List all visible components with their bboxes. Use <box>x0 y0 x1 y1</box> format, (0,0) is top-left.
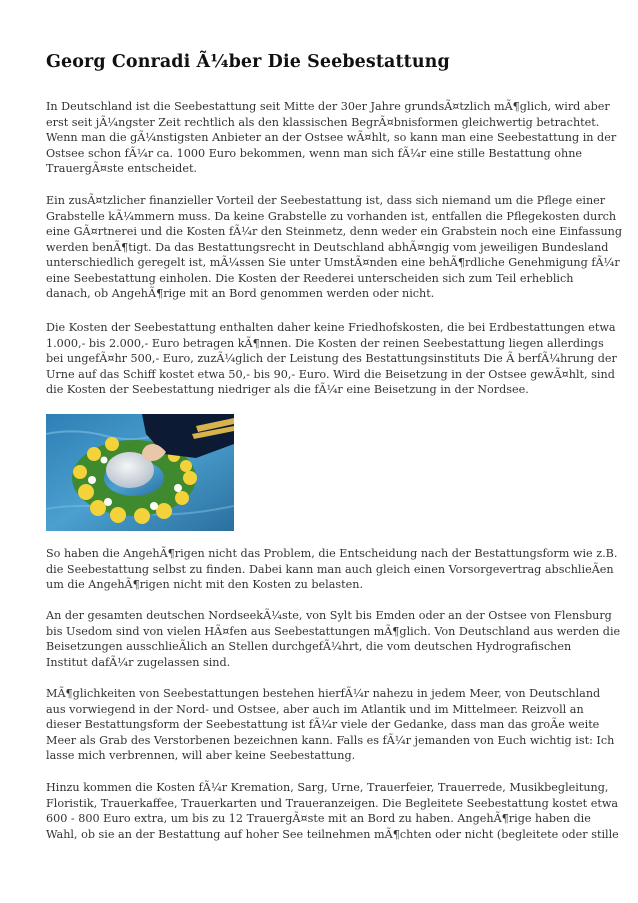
text-line: MÃ¶glichkeiten von Seebestattungen bestehen hierfÃ¼r nahezu in jedem Meer, von Deutschland <box>46 687 601 700</box>
text-line: Meer als Grab des Verstorbenen bezeichnen kann. Falls es fÃ¼r jemanden von Euch wichtig ist: Ich <box>46 733 615 747</box>
text-line: So haben die AngehÃ¶rigen nicht das Problem, die Entscheidung nach der Bestattungsform wie z.B. <box>46 547 618 560</box>
text-line: eine GÃ¤rtnerei und die Kosten fÃ¼r den Steinmetz, denn weder ein Grabstein noch eine Einfassung <box>46 225 623 238</box>
paragraph-1 <box>46 99 617 177</box>
text-line: Wahl, ob sie an der Bestattung auf hoher See teilnehmen mÃ¶chten oder nicht (begleitete oder stille <box>46 827 619 841</box>
paragraph-7 <box>46 780 619 842</box>
text-line: 1.000,- bis 2.000,- Euro betragen kÃ¶nnen. Die Kosten der reinen Seebestattung liegen allerdings <box>46 336 604 350</box>
text-line: Die Kosten der Seebestattung enthalten daher keine Friedhofskosten, die bei Erdbestattungen etwa <box>46 321 616 334</box>
text-line: Hinzu kommen die Kosten fÃ¼r Kremation, Sarg, Urne, Trauerfeier, Trauerrede, Musikbegleitung, <box>46 781 609 794</box>
text-line: Floristik, Trauerkaffee, Trauerkarten und Traueranzeigen. Die Begleitete Seebestattung kostet etwa <box>46 796 619 810</box>
paragraph-5 <box>46 608 621 670</box>
text-line: danach, ob AngehÃ¶rige mit an Bord genommen werden oder nicht. <box>46 287 435 300</box>
text-line: bei ungefÃ¤hr 500,- Euro, zuzÃ¼glich der Leistung des Bestattungsinstituts Die Ã berfÃ¼hrung der <box>46 352 617 365</box>
text-line: lasse mich verbrennen, will aber keine Seebestattung. <box>46 749 356 762</box>
text-line: bis Usedom sind von vielen HÃ¤fen aus Seebestattungen mÃ¶glich. Von Deutschland aus werden die <box>46 624 621 638</box>
text-line: TrauergÃ¤ste entscheidet. <box>46 162 197 175</box>
text-line: eine Seebestattung einholen. Die Kosten der Reederei unterscheiden sich zum Teil erheblich <box>46 271 574 285</box>
text-line: Wenn man die gÃ¼nstigsten Anbieter an der Ostsee wÃ¤hlt, so kann man eine Seebestattung in der <box>46 131 617 144</box>
text-line: die Seebestattung selbst zu finden. Dabei kann man auch gleich einen Vorsorgevertrag abschlieÃen <box>46 562 614 576</box>
text-line: An der gesamten deutschen NordseekÃ¼ste, von Sylt bis Emden oder an der Ostsee von Flensburg <box>46 609 612 622</box>
text-line: erst seit jÃ¼ngster Zeit rechtlich als den klassischen BegrÃ¤bnisformen gleichwertig betrachtet. <box>46 115 600 129</box>
page-title: Georg Conradi Ã¼ber Die Seebestattung <box>46 52 450 72</box>
paragraph-2 <box>46 193 623 302</box>
paragraph-3 <box>46 320 617 398</box>
paragraph-4 <box>46 546 618 593</box>
text-line: aus vorwiegend in der Nord- und Ostsee, aber auch im Atlantik und im Mittelmeer. Reizvoll an <box>46 702 584 716</box>
text-line: Urne auf das Schiff kostet etwa 50,- bis 90,- Euro. Wird die Beisetzung in der Ostsee gewÃ¤hlt, sind <box>46 367 615 381</box>
text-line: die Kosten der Seebestattung niedriger als die fÃ¼r eine Beisetzung in der Nordsee. <box>46 383 529 396</box>
text-line: In Deutschland ist die Seebestattung seit Mitte der 30er Jahre grundsÃ¤tzlich mÃ¶glich, wird aber <box>46 100 610 113</box>
text-line: Institut dafÃ¼r zugelassen sind. <box>46 655 231 669</box>
text-line: Ein zusÃ¤tzlicher finanzieller Vorteil der Seebestattung ist, dass sich niemand um die Pflege einer <box>46 194 606 207</box>
text-line: unterschiedlich geregelt ist, mÃ¼ssen Sie unter UmstÃ¤nden eine behÃ¶rdliche Genehmigung fÃ¼r <box>46 256 620 269</box>
text-line: 600 - 800 Euro extra, um bis zu 12 TrauergÃ¤ste mit an Bord zu haben. AngehÃ¶rige haben die <box>46 812 591 825</box>
text-line: Grabstelle kÃ¼mmern muss. Da keine Grabstelle zu vorhanden ist, entfallen die Pflegekosten durch <box>46 209 617 223</box>
text-line: Ostsee schon fÃ¼r ca. 1000 Euro bekommen, wenn man sich fÃ¼r eine stille Bestattung ohne <box>46 146 583 160</box>
text-line: werden benÃ¶tigt. Da das Bestattungsrecht in Deutschland abhÃ¤ngig vom jeweiligen Bundesland <box>46 240 609 254</box>
text-line: Beisetzungen ausschlieÃlich an Stellen durchgefÃ¼hrt, die vom deutschen Hydrografischen <box>46 640 572 653</box>
text-line: um die AngehÃ¶rigen nicht mit den Kosten zu belasten. <box>46 578 364 591</box>
text-line: dieser Bestattungsform der Seebestattung ist fÃ¼r viele der Gedanke, dass man das groÃe weite <box>46 718 600 731</box>
photo-illustration <box>46 414 234 531</box>
sea-burial-wreath-photo <box>46 414 234 531</box>
paragraph-6 <box>46 686 615 764</box>
